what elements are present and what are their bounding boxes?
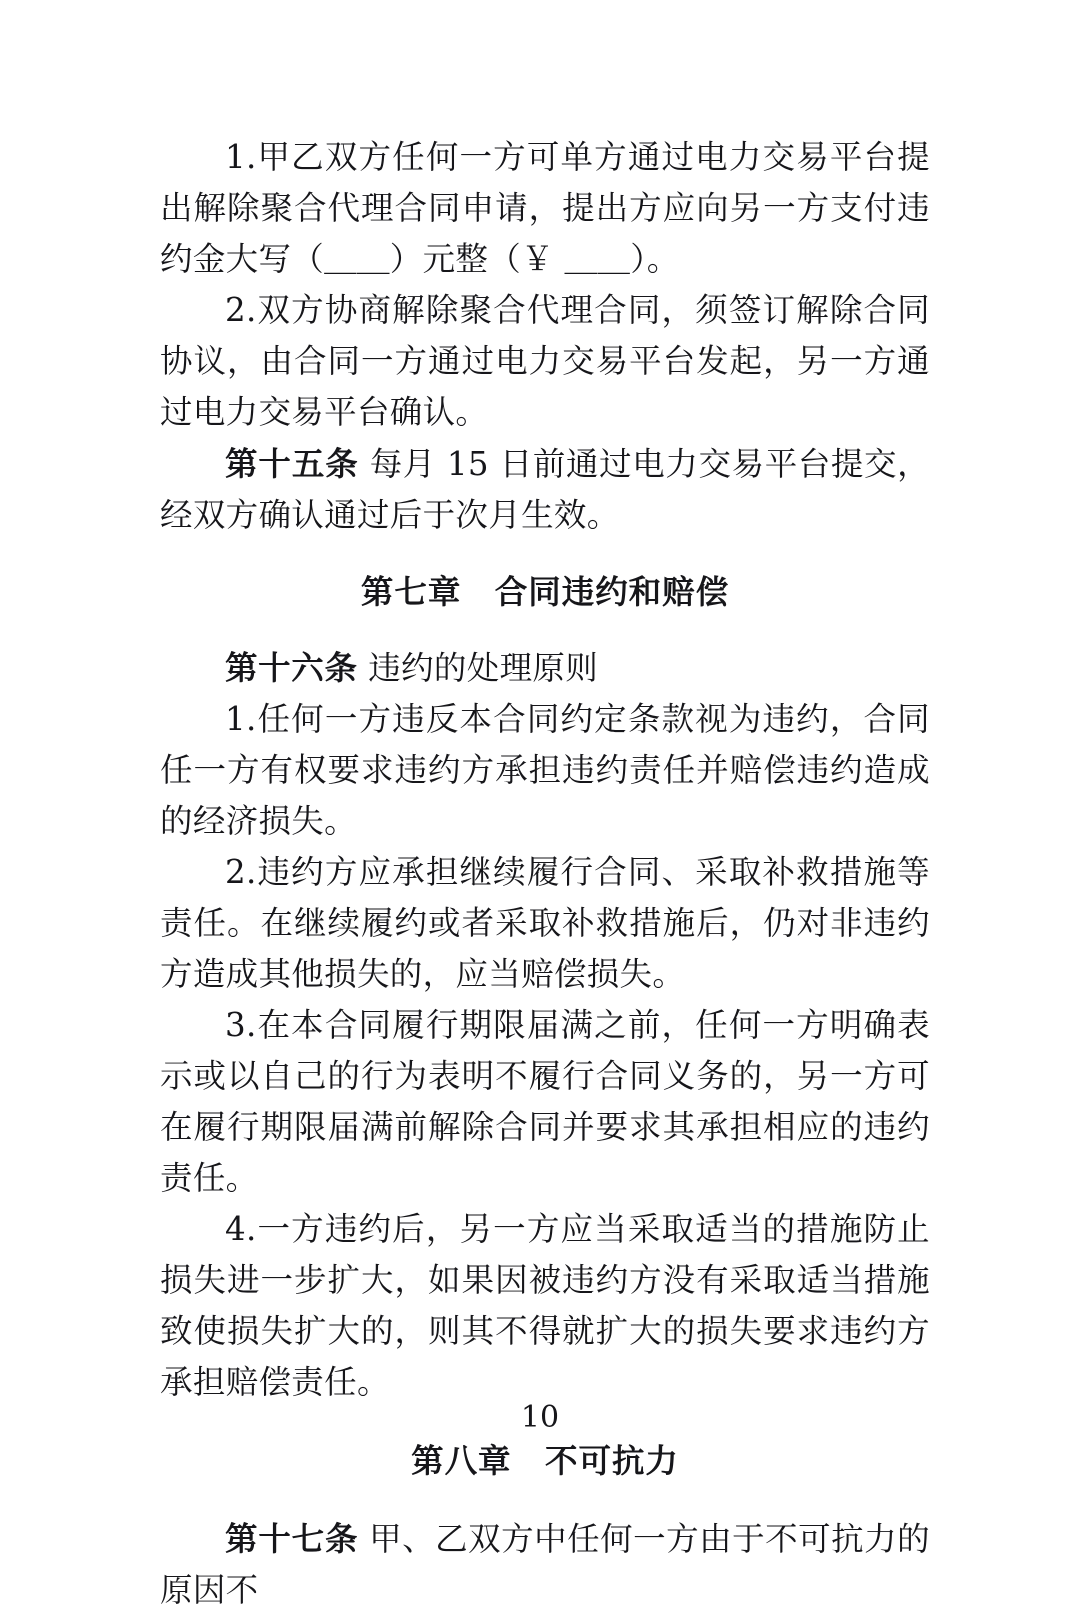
paragraph-article-17 (160, 1513, 930, 1616)
paragraph-article-16-item-1: 1.任何一方违反本合同约定条款视为违约，合同任一方有权要求违约方承担违约责任并赔偿违约造成的经济损失。 (160, 700, 930, 840)
article-label-17: 第十七条 (225, 1519, 359, 1558)
paragraph-article-16 (160, 642, 930, 694)
document-body (160, 132, 930, 1616)
chapter-8-heading: 第八章 不可抗力 (411, 1441, 679, 1480)
paragraph-article-15 (160, 438, 930, 541)
paragraph-clause-14-item-2: 2.双方协商解除聚合代理合同，须签订解除合同协议，由合同一方通过电力交易平台发起，另一方通过电力交易平台确认。 (160, 291, 930, 431)
paragraph-article-16-item-2: 2.违约方应承担继续履行合同、采取补救措施等责任。在继续履约或者采取补救措施后，仍对非违约方造成其他损失的，应当赔偿损失。 (160, 853, 930, 993)
article-label-15: 第十五条 (225, 444, 359, 483)
chapter-7-heading: 第七章 合同违约和赔偿 (360, 572, 730, 611)
article-text-15: 每月 15 日前通过电力交易平台提交，经双方确认通过后于次月生效。 (160, 445, 930, 534)
article-label-16: 第十六条 (225, 648, 358, 687)
paragraph-article-16-item-3: 3.在本合同履行期限届满之前，任何一方明确表示或以自己的行为表明不履行合同义务的，另一方可在履行期限届满前解除合同并要求其承担相应的违约责任。 (160, 1006, 930, 1197)
article-text-16: 违约的处理原则 (357, 649, 599, 687)
article-text-17: 甲、乙双方中任何一方由于不可抗力的原因不 (160, 1520, 930, 1609)
heading-spacer-bottom-chapter-7 (160, 617, 930, 642)
heading-spacer-bottom-chapter-8 (160, 1486, 930, 1513)
paragraph-clause-14-item-1: 1.甲乙双方任何一方可单方通过电力交易平台提出解除聚合代理合同申请，提出方应向另一方支付违约金大写（＿＿）元整（￥ ＿＿）。 (160, 138, 930, 278)
paragraph-article-16-item-4: 4.一方违约后，另一方应当采取适当的措施防止损失进一步扩大，如果因被违约方没有采取适当措施致使损失扩大的，则其不得就扩大的损失要求违约方承担赔偿责任。 (160, 1210, 930, 1401)
page-number: 10 (520, 1400, 560, 1435)
heading-spacer-top-chapter-7 (160, 541, 930, 566)
